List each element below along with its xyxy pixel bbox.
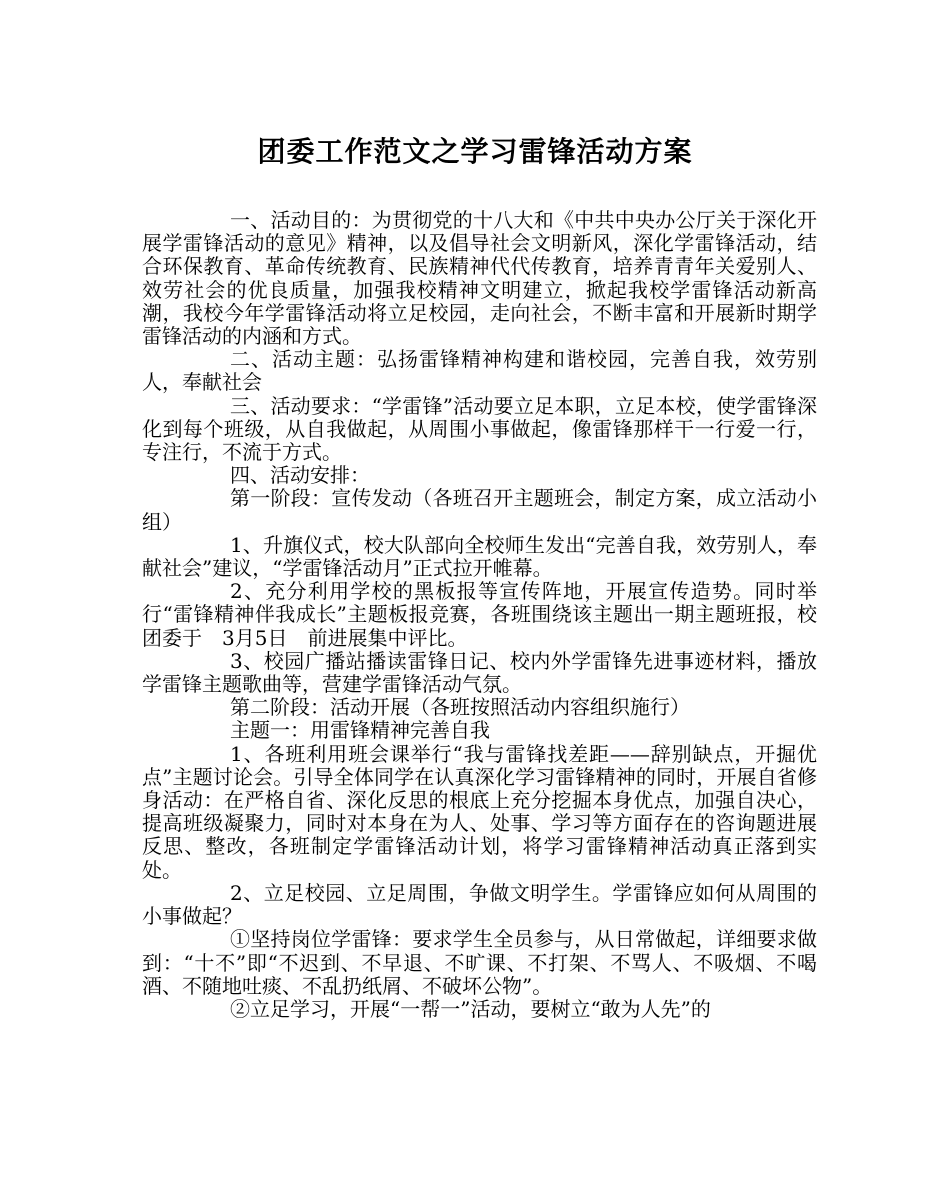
paragraph-activity-purpose: 一、活动目的：为贯彻党的十八大和《中共中央办公厅关于深化开展学雷锋活动的意见》精神，以及倡导社会文明新风，深化学雷锋活动，结合环保教育、革命传统教育、民族精神代代传教育，培养青青年关爱别人、效劳社会的优良质量，加强我校精神文明建立，掀起我校学雷锋活动新高潮，我校今年学雷锋活动将立足校园，走向社会，不断丰富和开展新时期学雷锋活动的内涵和方式。	[142, 208, 817, 349]
document-title: 团委工作范文之学习雷锋活动方案	[257, 135, 693, 168]
paragraph-subitem-2: ②立足学习，开展“一帮一”活动，要树立“敢为人先”的	[230, 996, 711, 1021]
paragraph-theme-one-item-1: 1、各班利用班会课举行“我与雷锋找差距——辞别缺点，开掘优点”主题讨论会。引导全体同学在认真深化学习雷锋精神的同时，开展自省修身活动：在严格自省、深化反思的根底上充分挖掘本身优点，加强自决心，提高班级凝聚力，同时对本身在为人、处事、学习等方面存在的咨询题进展反思、整改，各班制定学雷锋活动计划，将学习雷锋精神活动真正落到实处。	[142, 741, 817, 882]
paragraph-stage-one-item-1: 1、升旗仪式，校大队部向全校师生发出“完善自我，效劳别人，奉献社会”建议，“学雷锋活动月”正式拉开帷幕。	[142, 532, 817, 581]
paragraph-stage-one-item-2: 2、充分利用学校的黑板报等宣传阵地，开展宣传造势。同时举行“雷锋精神伴我成长”主题板报竞赛，各班围绕该主题出一期主题班报，校团委于 3月5日 前进展集中评比。	[142, 579, 817, 650]
document-body	[142, 209, 817, 1021]
paragraph-theme-one-item-2: 2、立足校园、立足周围，争做文明学生。学雷锋应如何从周围的小事做起？	[142, 880, 817, 929]
paragraph-activity-theme: 二、活动主题：弘扬雷锋精神构建和谐校园，完善自我，效劳别人，奉献社会	[142, 347, 817, 395]
paragraph-stage-one: 第一阶段：宣传发动（各班召开主题班会，制定方案，成立活动小组）	[142, 486, 817, 534]
paragraph-activity-arrangement: 四、活动安排：	[230, 463, 370, 488]
paragraph-subitem-1: ①坚持岗位学雷锋：要求学生全员参与，从日常做起，详细要求做到：“十不”即“不迟到、不早退、不旷课、不打架、不骂人、不吸烟、不喝酒、不随地吐痰、不乱扔纸屑、不破坏公物”。	[142, 927, 817, 998]
paragraph-stage-two: 第二阶段：活动开展（各班按照活动内容组织施行）	[230, 695, 690, 720]
paragraph-theme-one: 主题一：用雷锋精神完善自我	[230, 718, 490, 743]
paragraph-activity-requirements: 三、活动要求：“学雷锋”活动要立足本职，立足本校，使学雷锋深化到每个班级，从自我做起，从周围小事做起，像雷锋那样干一行爱一行，专注行，不流于方式。	[142, 393, 817, 465]
paragraph-stage-one-item-3: 3、校园广播站播读雷锋日记、校内外学雷锋先进事迹材料，播放学雷锋主题歌曲等，营建学雷锋活动气氛。	[142, 648, 817, 697]
